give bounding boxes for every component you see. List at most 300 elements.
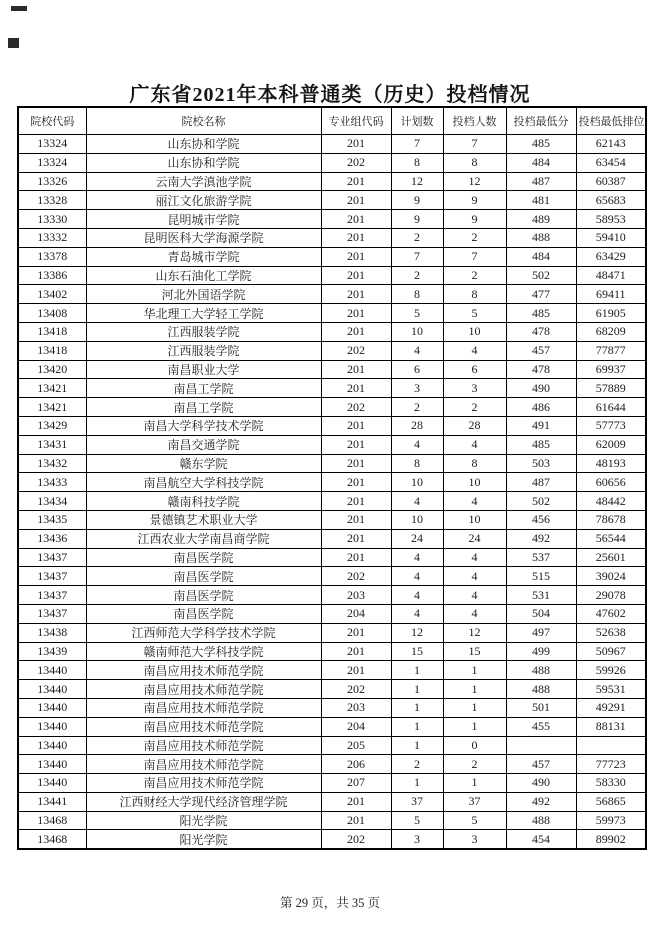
- cell-admitted-count: 3: [443, 830, 506, 849]
- cell-plan-count: 24: [391, 529, 443, 548]
- cell-admitted-count: 5: [443, 304, 506, 323]
- table-row: [18, 266, 646, 285]
- cell-min-rank: 69411: [576, 285, 646, 304]
- header-school-code: 院校代码: [18, 107, 86, 135]
- cell-admitted-count: 10: [443, 473, 506, 492]
- cell-school-code: 13433: [18, 473, 86, 492]
- cell-school-code: 13440: [18, 717, 86, 736]
- cell-group-code: 201: [321, 266, 391, 285]
- cell-admitted-count: 4: [443, 567, 506, 586]
- cell-plan-count: 7: [391, 247, 443, 266]
- cell-group-code: 201: [321, 811, 391, 830]
- table-body: [18, 135, 646, 850]
- cell-group-code: 201: [321, 379, 391, 398]
- cell-school-code: 13330: [18, 210, 86, 229]
- cell-admitted-count: 28: [443, 416, 506, 435]
- cell-school-code: 13420: [18, 360, 86, 379]
- cell-min-score: 490: [506, 379, 576, 398]
- cell-min-score: 488: [506, 661, 576, 680]
- cell-admitted-count: 37: [443, 792, 506, 811]
- cell-min-rank: 77723: [576, 755, 646, 774]
- cell-school-code: 13468: [18, 830, 86, 849]
- cell-min-score: 487: [506, 473, 576, 492]
- cell-group-code: 201: [321, 191, 391, 210]
- cell-group-code: 201: [321, 454, 391, 473]
- cell-group-code: 201: [321, 792, 391, 811]
- cell-plan-count: 2: [391, 755, 443, 774]
- cell-min-score: 485: [506, 435, 576, 454]
- cell-admitted-count: 2: [443, 755, 506, 774]
- cell-min-rank: 78678: [576, 510, 646, 529]
- table-row: [18, 642, 646, 661]
- cell-min-rank: 25601: [576, 548, 646, 567]
- table-row: [18, 153, 646, 172]
- cell-plan-count: 10: [391, 510, 443, 529]
- cell-admitted-count: 2: [443, 266, 506, 285]
- cell-plan-count: 4: [391, 341, 443, 360]
- cell-school-code: 13324: [18, 135, 86, 154]
- cell-min-score: 502: [506, 492, 576, 511]
- cell-min-score: 485: [506, 304, 576, 323]
- cell-school-code: 13440: [18, 698, 86, 717]
- table-row: [18, 698, 646, 717]
- cell-plan-count: 12: [391, 172, 443, 191]
- cell-plan-count: 4: [391, 548, 443, 567]
- table-row: [18, 172, 646, 191]
- cell-school-code: 13438: [18, 623, 86, 642]
- cell-plan-count: 4: [391, 604, 443, 623]
- cell-school-name: 南昌应用技术师范学院: [86, 698, 321, 717]
- cell-plan-count: 2: [391, 266, 443, 285]
- cell-school-name: 南昌航空大学科技学院: [86, 473, 321, 492]
- cell-min-score: 501: [506, 698, 576, 717]
- cell-min-score: 488: [506, 228, 576, 247]
- cell-min-score: 537: [506, 548, 576, 567]
- cell-school-name: 赣南师范大学科技学院: [86, 642, 321, 661]
- cell-min-score: 490: [506, 774, 576, 793]
- cell-plan-count: 8: [391, 454, 443, 473]
- cell-plan-count: 4: [391, 435, 443, 454]
- cell-min-rank: 47602: [576, 604, 646, 623]
- cell-school-name: 昆明城市学院: [86, 210, 321, 229]
- cell-plan-count: 1: [391, 717, 443, 736]
- header-group-code: 专业组代码: [321, 107, 391, 135]
- cell-min-rank: 63429: [576, 247, 646, 266]
- cell-group-code: 202: [321, 830, 391, 849]
- cell-school-code: 13432: [18, 454, 86, 473]
- cell-admitted-count: 0: [443, 736, 506, 755]
- cell-min-rank: 48442: [576, 492, 646, 511]
- table-row: [18, 247, 646, 266]
- cell-school-code: 13431: [18, 435, 86, 454]
- cell-admitted-count: 2: [443, 228, 506, 247]
- cell-school-name: 南昌应用技术师范学院: [86, 680, 321, 699]
- cell-group-code: 201: [321, 360, 391, 379]
- header-school-name: 院校名称: [86, 107, 321, 135]
- cell-plan-count: 4: [391, 586, 443, 605]
- cell-plan-count: 2: [391, 228, 443, 247]
- cell-admitted-count: 8: [443, 153, 506, 172]
- table-row: [18, 304, 646, 323]
- scan-artifact-top: [11, 6, 27, 11]
- cell-school-name: 山东协和学院: [86, 135, 321, 154]
- cell-admitted-count: 8: [443, 285, 506, 304]
- table-row: [18, 322, 646, 341]
- header-plan-count: 计划数: [391, 107, 443, 135]
- cell-min-rank: 62009: [576, 435, 646, 454]
- cell-school-code: 13439: [18, 642, 86, 661]
- cell-plan-count: 15: [391, 642, 443, 661]
- cell-min-rank: 49291: [576, 698, 646, 717]
- cell-group-code: 201: [321, 473, 391, 492]
- cell-school-name: 华北理工大学轻工学院: [86, 304, 321, 323]
- cell-school-code: 13437: [18, 567, 86, 586]
- cell-school-code: 13468: [18, 811, 86, 830]
- cell-min-rank: 29078: [576, 586, 646, 605]
- cell-school-code: 13324: [18, 153, 86, 172]
- cell-group-code: 201: [321, 322, 391, 341]
- cell-school-name: 南昌应用技术师范学院: [86, 736, 321, 755]
- cell-plan-count: 3: [391, 379, 443, 398]
- cell-school-name: 江西农业大学南昌商学院: [86, 529, 321, 548]
- table-row: [18, 454, 646, 473]
- cell-school-code: 13418: [18, 322, 86, 341]
- cell-school-name: 南昌职业大学: [86, 360, 321, 379]
- table-row: [18, 398, 646, 417]
- cell-group-code: 201: [321, 623, 391, 642]
- cell-min-rank: 57773: [576, 416, 646, 435]
- header-min-score: 投档最低分: [506, 107, 576, 135]
- cell-school-name: 丽江文化旅游学院: [86, 191, 321, 210]
- cell-group-code: 201: [321, 247, 391, 266]
- cell-group-code: 207: [321, 774, 391, 793]
- table-row: [18, 228, 646, 247]
- cell-min-rank: 48471: [576, 266, 646, 285]
- cell-school-name: 江西服装学院: [86, 322, 321, 341]
- cell-school-name: 景德镇艺术职业大学: [86, 510, 321, 529]
- table-row: [18, 792, 646, 811]
- cell-school-name: 阳光学院: [86, 811, 321, 830]
- cell-min-rank: 58953: [576, 210, 646, 229]
- table-row: [18, 623, 646, 642]
- cell-min-rank: [576, 736, 646, 755]
- table-row: [18, 811, 646, 830]
- cell-min-score: 478: [506, 360, 576, 379]
- table-row: [18, 567, 646, 586]
- cell-school-name: 江西服装学院: [86, 341, 321, 360]
- cell-school-code: 13437: [18, 586, 86, 605]
- scan-artifact-left: [8, 38, 19, 48]
- cell-school-code: 13434: [18, 492, 86, 511]
- cell-plan-count: 5: [391, 304, 443, 323]
- cell-school-name: 南昌大学科学技术学院: [86, 416, 321, 435]
- cell-min-score: 503: [506, 454, 576, 473]
- page-title: 广东省2021年本科普通类（历史）投档情况: [129, 84, 531, 106]
- cell-admitted-count: 7: [443, 247, 506, 266]
- cell-min-rank: 56865: [576, 792, 646, 811]
- cell-min-score: 491: [506, 416, 576, 435]
- cell-admitted-count: 12: [443, 623, 506, 642]
- cell-min-rank: 59973: [576, 811, 646, 830]
- table-row: [18, 285, 646, 304]
- cell-admitted-count: 3: [443, 379, 506, 398]
- cell-school-code: 13386: [18, 266, 86, 285]
- cell-school-code: 13332: [18, 228, 86, 247]
- table-row: [18, 341, 646, 360]
- cell-admitted-count: 24: [443, 529, 506, 548]
- cell-min-rank: 89902: [576, 830, 646, 849]
- cell-group-code: 205: [321, 736, 391, 755]
- table-row: [18, 736, 646, 755]
- cell-admitted-count: 1: [443, 661, 506, 680]
- cell-min-score: 488: [506, 680, 576, 699]
- cell-school-name: 昆明医科大学海源学院: [86, 228, 321, 247]
- cell-admitted-count: 4: [443, 492, 506, 511]
- cell-group-code: 201: [321, 492, 391, 511]
- cell-plan-count: 12: [391, 623, 443, 642]
- cell-min-score: 502: [506, 266, 576, 285]
- table-row: [18, 492, 646, 511]
- cell-school-code: 13440: [18, 755, 86, 774]
- cell-min-rank: 61905: [576, 304, 646, 323]
- cell-school-name: 阳光学院: [86, 830, 321, 849]
- cell-min-score: 484: [506, 153, 576, 172]
- table-row: [18, 774, 646, 793]
- cell-min-score: 492: [506, 529, 576, 548]
- cell-school-name: 南昌应用技术师范学院: [86, 774, 321, 793]
- cell-admitted-count: 15: [443, 642, 506, 661]
- cell-admitted-count: 5: [443, 811, 506, 830]
- cell-plan-count: 1: [391, 736, 443, 755]
- cell-min-rank: 57889: [576, 379, 646, 398]
- cell-min-rank: 48193: [576, 454, 646, 473]
- cell-plan-count: 7: [391, 135, 443, 154]
- cell-min-rank: 69937: [576, 360, 646, 379]
- cell-min-score: 478: [506, 322, 576, 341]
- cell-admitted-count: 4: [443, 548, 506, 567]
- cell-plan-count: 3: [391, 830, 443, 849]
- table-row: [18, 755, 646, 774]
- cell-group-code: 202: [321, 341, 391, 360]
- cell-admitted-count: 12: [443, 172, 506, 191]
- cell-school-name: 山东石油化工学院: [86, 266, 321, 285]
- cell-school-code: 13418: [18, 341, 86, 360]
- cell-min-rank: 59531: [576, 680, 646, 699]
- cell-plan-count: 1: [391, 698, 443, 717]
- cell-min-rank: 58330: [576, 774, 646, 793]
- table-row: [18, 416, 646, 435]
- table-row: [18, 830, 646, 849]
- cell-school-name: 南昌交通学院: [86, 435, 321, 454]
- cell-school-code: 13421: [18, 379, 86, 398]
- table-row: [18, 680, 646, 699]
- cell-school-name: 南昌医学院: [86, 604, 321, 623]
- cell-admitted-count: 10: [443, 510, 506, 529]
- cell-school-code: 13436: [18, 529, 86, 548]
- cell-min-rank: 68209: [576, 322, 646, 341]
- cell-group-code: 201: [321, 529, 391, 548]
- cell-group-code: 201: [321, 228, 391, 247]
- cell-group-code: 201: [321, 210, 391, 229]
- cell-school-code: 13402: [18, 285, 86, 304]
- cell-plan-count: 8: [391, 153, 443, 172]
- cell-min-score: 515: [506, 567, 576, 586]
- cell-school-name: 南昌医学院: [86, 567, 321, 586]
- cell-group-code: 202: [321, 398, 391, 417]
- cell-min-score: 487: [506, 172, 576, 191]
- cell-school-code: 13421: [18, 398, 86, 417]
- cell-school-name: 南昌工学院: [86, 398, 321, 417]
- cell-min-rank: 88131: [576, 717, 646, 736]
- cell-plan-count: 28: [391, 416, 443, 435]
- cell-school-name: 青岛城市学院: [86, 247, 321, 266]
- cell-school-code: 13429: [18, 416, 86, 435]
- cell-min-score: 489: [506, 210, 576, 229]
- cell-min-score: 481: [506, 191, 576, 210]
- cell-min-rank: 52638: [576, 623, 646, 642]
- cell-school-code: 13441: [18, 792, 86, 811]
- table-row: [18, 529, 646, 548]
- cell-plan-count: 9: [391, 210, 443, 229]
- cell-school-code: 13440: [18, 661, 86, 680]
- cell-admitted-count: 9: [443, 210, 506, 229]
- cell-group-code: 201: [321, 416, 391, 435]
- cell-min-score: 531: [506, 586, 576, 605]
- table-row: [18, 473, 646, 492]
- cell-admitted-count: 10: [443, 322, 506, 341]
- cell-min-score: 485: [506, 135, 576, 154]
- page-number-footer: 第 29 页，共 35 页: [279, 896, 380, 910]
- cell-school-name: 江西财经大学现代经济管理学院: [86, 792, 321, 811]
- cell-group-code: 202: [321, 153, 391, 172]
- cell-admitted-count: 4: [443, 604, 506, 623]
- cell-school-name: 河北外国语学院: [86, 285, 321, 304]
- cell-min-score: 477: [506, 285, 576, 304]
- cell-min-score: 488: [506, 811, 576, 830]
- cell-school-name: 赣东学院: [86, 454, 321, 473]
- cell-min-score: 492: [506, 792, 576, 811]
- cell-school-name: 南昌医学院: [86, 548, 321, 567]
- table-header-row: [18, 107, 646, 135]
- cell-min-rank: 60387: [576, 172, 646, 191]
- cell-admitted-count: 1: [443, 680, 506, 699]
- cell-admitted-count: 2: [443, 398, 506, 417]
- cell-group-code: 206: [321, 755, 391, 774]
- cell-school-name: 南昌工学院: [86, 379, 321, 398]
- cell-school-name: 南昌应用技术师范学院: [86, 717, 321, 736]
- table-row: [18, 435, 646, 454]
- table-row: [18, 210, 646, 229]
- cell-plan-count: 6: [391, 360, 443, 379]
- cell-min-rank: 56544: [576, 529, 646, 548]
- cell-min-score: [506, 736, 576, 755]
- cell-plan-count: 1: [391, 680, 443, 699]
- cell-school-name: 南昌应用技术师范学院: [86, 755, 321, 774]
- cell-group-code: 203: [321, 586, 391, 605]
- cell-plan-count: 4: [391, 492, 443, 511]
- cell-group-code: 201: [321, 285, 391, 304]
- cell-group-code: 201: [321, 135, 391, 154]
- cell-min-rank: 59926: [576, 661, 646, 680]
- cell-group-code: 202: [321, 567, 391, 586]
- cell-admitted-count: 8: [443, 454, 506, 473]
- cell-plan-count: 4: [391, 567, 443, 586]
- cell-min-score: 484: [506, 247, 576, 266]
- cell-group-code: 201: [321, 435, 391, 454]
- cell-plan-count: 1: [391, 661, 443, 680]
- cell-group-code: 201: [321, 661, 391, 680]
- cell-min-score: 457: [506, 755, 576, 774]
- cell-school-code: 13408: [18, 304, 86, 323]
- table-row: [18, 135, 646, 154]
- cell-plan-count: 10: [391, 322, 443, 341]
- cell-plan-count: 8: [391, 285, 443, 304]
- table-row: [18, 586, 646, 605]
- cell-group-code: 201: [321, 172, 391, 191]
- cell-school-code: 13326: [18, 172, 86, 191]
- cell-plan-count: 2: [391, 398, 443, 417]
- cell-min-rank: 77877: [576, 341, 646, 360]
- cell-plan-count: 10: [391, 473, 443, 492]
- cell-group-code: 201: [321, 548, 391, 567]
- cell-plan-count: 9: [391, 191, 443, 210]
- cell-min-rank: 59410: [576, 228, 646, 247]
- cell-min-score: 455: [506, 717, 576, 736]
- cell-min-score: 454: [506, 830, 576, 849]
- cell-plan-count: 5: [391, 811, 443, 830]
- cell-min-score: 499: [506, 642, 576, 661]
- cell-min-score: 456: [506, 510, 576, 529]
- cell-group-code: 203: [321, 698, 391, 717]
- cell-school-name: 江西师范大学科学技术学院: [86, 623, 321, 642]
- cell-admitted-count: 1: [443, 698, 506, 717]
- table-row: [18, 510, 646, 529]
- cell-plan-count: 37: [391, 792, 443, 811]
- table-row: [18, 360, 646, 379]
- cell-school-name: 南昌应用技术师范学院: [86, 661, 321, 680]
- cell-min-rank: 65683: [576, 191, 646, 210]
- cell-min-rank: 63454: [576, 153, 646, 172]
- cell-min-rank: 61644: [576, 398, 646, 417]
- cell-admitted-count: 4: [443, 435, 506, 454]
- cell-admitted-count: 1: [443, 717, 506, 736]
- cell-school-code: 13440: [18, 774, 86, 793]
- header-min-rank: 投档最低排位: [576, 107, 646, 135]
- table-row: [18, 604, 646, 623]
- cell-group-code: 204: [321, 604, 391, 623]
- cell-school-code: 13435: [18, 510, 86, 529]
- cell-group-code: 201: [321, 510, 391, 529]
- table-row: [18, 191, 646, 210]
- cell-group-code: 201: [321, 642, 391, 661]
- cell-admitted-count: 1: [443, 774, 506, 793]
- cell-min-score: 457: [506, 341, 576, 360]
- cell-school-name: 山东协和学院: [86, 153, 321, 172]
- cell-school-code: 13440: [18, 736, 86, 755]
- cell-group-code: 204: [321, 717, 391, 736]
- cell-school-code: 13378: [18, 247, 86, 266]
- cell-min-rank: 39024: [576, 567, 646, 586]
- cell-min-score: 497: [506, 623, 576, 642]
- cell-min-rank: 62143: [576, 135, 646, 154]
- table-row: [18, 379, 646, 398]
- header-admitted-count: 投档人数: [443, 107, 506, 135]
- table-row: [18, 548, 646, 567]
- cell-min-score: 504: [506, 604, 576, 623]
- cell-school-name: 云南大学滇池学院: [86, 172, 321, 191]
- cell-min-rank: 50967: [576, 642, 646, 661]
- table-row: [18, 661, 646, 680]
